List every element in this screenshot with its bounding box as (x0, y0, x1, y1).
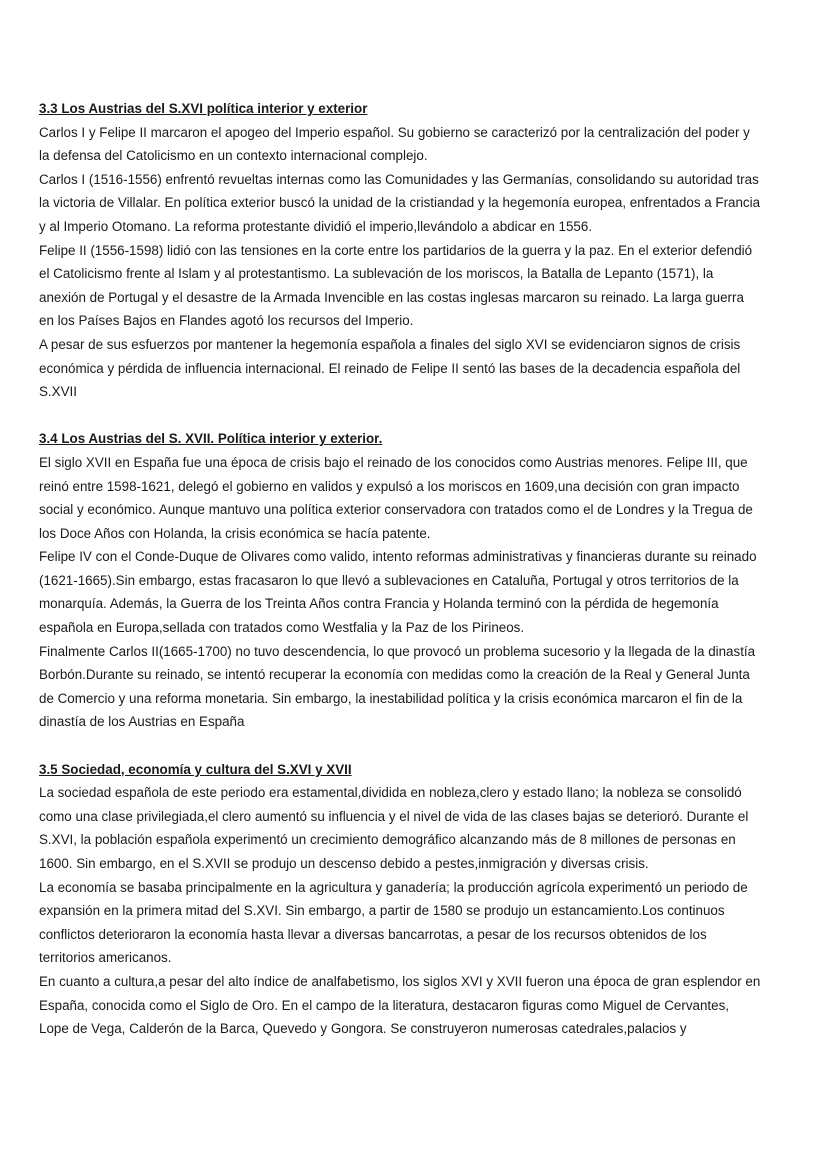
paragraph: En cuanto a cultura,a pesar del alto índice de analfabetismo, los siglos XVI y XVII fueron una época de gran esplendor en España, conocida como el Siglo de Oro. En el campo de la literatura, destacaron figuras como Miguel de Cervantes, Lope de Vega, Calderón de la Barca, Quevedo y Gongora. Se construyeron numerosas catedrales,palacios y (39, 973, 761, 1037)
section-heading: 3.3 Los Austrias del S.XVI política interior y exterior (39, 101, 368, 116)
paragraph: La economía se basaba principalmente en la agricultura y ganadería; la producción agrícola experimentó un periodo de expansión en la primera mitad del S.XVI. Sin embargo, a partir de 1580 se produjo un estancamiento.Los continuos conflictos deterioraron la economía hasta llevar a diversas bancarrotas, a pesar de los recursos obtenidos de los territorios americanos. (39, 879, 748, 966)
section-austrias-xvii (39, 427, 799, 734)
section-heading: 3.5 Sociedad, economía y cultura del S.XVI y XVII (39, 761, 352, 777)
paragraph: A pesar de sus esfuerzos por mantener la hegemonía española a finales del siglo XVI se evidenciaron signos de crisis económica y pérdida de influencia internacional. El reinado de Felipe II sentó las bases de la decadencia española del S.XVII (39, 336, 741, 400)
section-sociedad-economia-cultura (39, 758, 799, 1041)
paragraph: Carlos I (1516-1556) enfrentó revueltas internas como las Comunidades y las Germanías, consolidando su autoridad tras la victoria de Villalar. En política exterior buscó la unidad de la cristiandad y la hegemonía europea, enfrentados a Francia y al Imperio Otomano. La reforma protestante dividió el imperio,llevándolo a abdicar en 1556. (39, 171, 761, 234)
paragraph: Felipe II (1556-1598) lidió con las tensiones en la corte entre los partidarios de la guerra y la paz. En el exterior defendió el Catolicismo frente al Islam y al protestantismo. La sublevación de los moriscos, la Batalla de Lepanto (1571), la anexión de Portugal y el desastre de la Armada Invencible en las costas inglesas marcaron su reinado. La larga guerra en los Países Bajos en Flandes agotó los recursos del Imperio. (39, 242, 753, 329)
paragraph: Finalmente Carlos II(1665-1700) no tuvo descendencia, lo que provocó un problema sucesorio y la llegada de la dinastía Borbón.Durante su reinado, se intentó recuperar la economía con medidas como la creación de la Real y General Junta de Comercio y una reforma monetaria. Sin embargo, la inestabilidad política y la crisis económica marcaron el fin de la dinastía de los Austrias en España (39, 643, 756, 730)
paragraph: Carlos I y Felipe II marcaron el apogeo del Imperio español. Su gobierno se caracterizó por la centralización del poder y la defensa del Catolicismo en un contexto internacional complejo. (39, 124, 750, 164)
document-page (39, 97, 799, 1064)
paragraph: El siglo XVII en España fue una época de crisis bajo el reinado de los conocidos como Austrias menores. Felipe III, que reinó entre 1598-1621, delegó el gobierno en validos y expulsó a los moriscos en 1609,una decisión con gran impacto social y económico. Aunque mantuvo una política exterior conservadora con tratados como el de Londres y la Tregua de los Doce Años con Holanda, la crisis económica se hacía patente. (39, 454, 753, 541)
paragraph: Felipe IV con el Conde-Duque de Olivares como valido, intento reformas administrativas y financieras durante su reinado (1621-1665).Sin embargo, estas fracasaron lo que llevó a sublevaciones en Cataluña, Portugal y otros territorios de la monarquía. Además, la Guerra de los Treinta Años contra Francia y Holanda terminó con la pérdida de hegemonía española en Europa,sellada con tratados como Westfalia y la Paz de los Pirineos. (39, 549, 757, 636)
section-austrias-xvi (39, 97, 799, 404)
paragraph: La sociedad española de este periodo era estamental,dividida en nobleza,clero y estado llano; la nobleza se consolidó como una clase privilegiada,el clero aumentó su influencia y el nivel de vida de las clases bajas se deterioró. Durante el S.XVI, la población española experimentó un crecimiento demográfico alcanzando más de 8 millones de personas en 1600. Sin embargo, en el S.XVII se produjo un descenso debido a pestes,inmigración y diversas crisis. (39, 785, 749, 871)
section-heading: 3.4 Los Austrias del S. XVII. Política interior y exterior. (39, 431, 383, 447)
